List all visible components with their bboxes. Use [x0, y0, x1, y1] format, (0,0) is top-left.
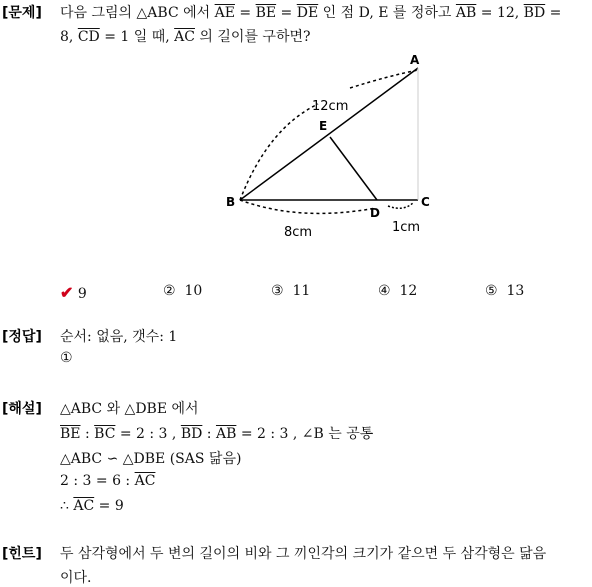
segment-ac: $\overline{AC}$	[174, 29, 195, 45]
label-c: C	[421, 195, 430, 209]
explanation-tag: [해설]	[2, 401, 42, 417]
length-bd: 8cm	[284, 225, 313, 240]
hint-tag: [힌트]	[2, 546, 42, 562]
arc-ab-lower	[240, 104, 318, 200]
segment-cd: $\overline{CD}$	[77, 29, 100, 45]
explanation-text: :	[202, 426, 216, 442]
problem-text: = 12,	[476, 5, 524, 21]
choice-value: 9	[77, 286, 87, 302]
choice-number: ⑤	[485, 283, 498, 299]
problem-text: 8,	[60, 29, 78, 45]
choice-1[interactable]	[60, 283, 87, 302]
explanation-line-3: △ABC ∽ △DBE (SAS 닮음)	[60, 451, 242, 467]
explanation-text: = 2 : 3 ,	[115, 426, 181, 442]
segment-bd: $\overline{BD}$	[180, 426, 203, 442]
segment-bd: $\overline{BD}$	[523, 5, 546, 21]
choice-5[interactable]	[485, 283, 524, 299]
segment-be: $\overline{BE}$	[255, 5, 277, 21]
choice-4[interactable]	[378, 283, 417, 299]
arc-dc	[388, 202, 414, 208]
length-ab: 12cm	[312, 99, 349, 114]
choice-2[interactable]	[163, 283, 202, 299]
answer-line-2: ①	[60, 350, 73, 366]
explanation-text: :	[80, 426, 95, 442]
segment-bc: $\overline{BC}$	[94, 426, 116, 442]
explanation-line-2	[60, 423, 373, 443]
choice-number: ②	[163, 283, 176, 299]
segment-ac: $\overline{AC}$	[134, 473, 156, 489]
check-icon: ✔	[60, 283, 74, 302]
segment-be: $\overline{BE}$	[60, 426, 81, 442]
explanation-line-5	[60, 498, 124, 514]
segment-de: $\overline{DE}$	[296, 5, 319, 21]
label-e: E	[319, 119, 328, 133]
label-b: B	[226, 195, 236, 209]
explanation-text: = 9	[94, 498, 124, 514]
explanation-text: 2 : 3 = 6 :	[60, 473, 135, 489]
problem-text: =	[234, 5, 256, 21]
segment-ae: $\overline{AE}$	[214, 5, 235, 21]
therefore-symbol: ∴	[60, 498, 74, 514]
arc-ab-upper	[350, 70, 418, 88]
problem-text: 의 길이를 구하면?	[194, 29, 311, 45]
arc-bd	[240, 200, 376, 213]
choice-number: ③	[271, 283, 284, 299]
explanation-line-4	[60, 473, 155, 489]
segment-ab: $\overline{AB}$	[215, 426, 237, 442]
answer-line-1: 순서: 없음, 갯수: 1	[60, 329, 178, 345]
choice-number: ④	[378, 283, 391, 299]
problem-text: = 1 일 때,	[99, 29, 175, 45]
length-dc: 1cm	[392, 220, 421, 235]
problem-text: =	[545, 5, 562, 21]
problem-text: 다음 그림의 △ABC 에서	[60, 5, 215, 21]
choice-3[interactable]	[271, 283, 310, 299]
hint-line-2: 이다.	[60, 570, 92, 586]
answer-tag: [정답]	[2, 329, 42, 345]
problem-tag: [문제]	[2, 5, 42, 21]
label-a: A	[410, 53, 420, 67]
label-d: D	[370, 206, 380, 220]
line-ab	[240, 68, 418, 200]
hint-line-1: 두 삼각형에서 두 변의 길이의 비와 그 끼인각의 크기가 같으면 두 삼각형은 닮음	[60, 546, 547, 562]
problem-text: =	[276, 5, 297, 21]
problem-text: 인 점 D, E 를 정하고	[318, 5, 456, 21]
segment-ac: $\overline{AC}$	[73, 498, 95, 514]
choice-value: 10	[184, 283, 203, 299]
explanation-text: = 2 : 3 , ∠B 는 공통	[236, 426, 374, 442]
explanation-line-1: △ABC 와 △DBE 에서	[60, 401, 199, 417]
choice-value: 13	[506, 283, 525, 299]
choice-value: 12	[399, 283, 418, 299]
choice-value: 11	[292, 283, 311, 299]
segment-ab: $\overline{AB}$	[455, 5, 477, 21]
line-ed	[330, 137, 377, 200]
